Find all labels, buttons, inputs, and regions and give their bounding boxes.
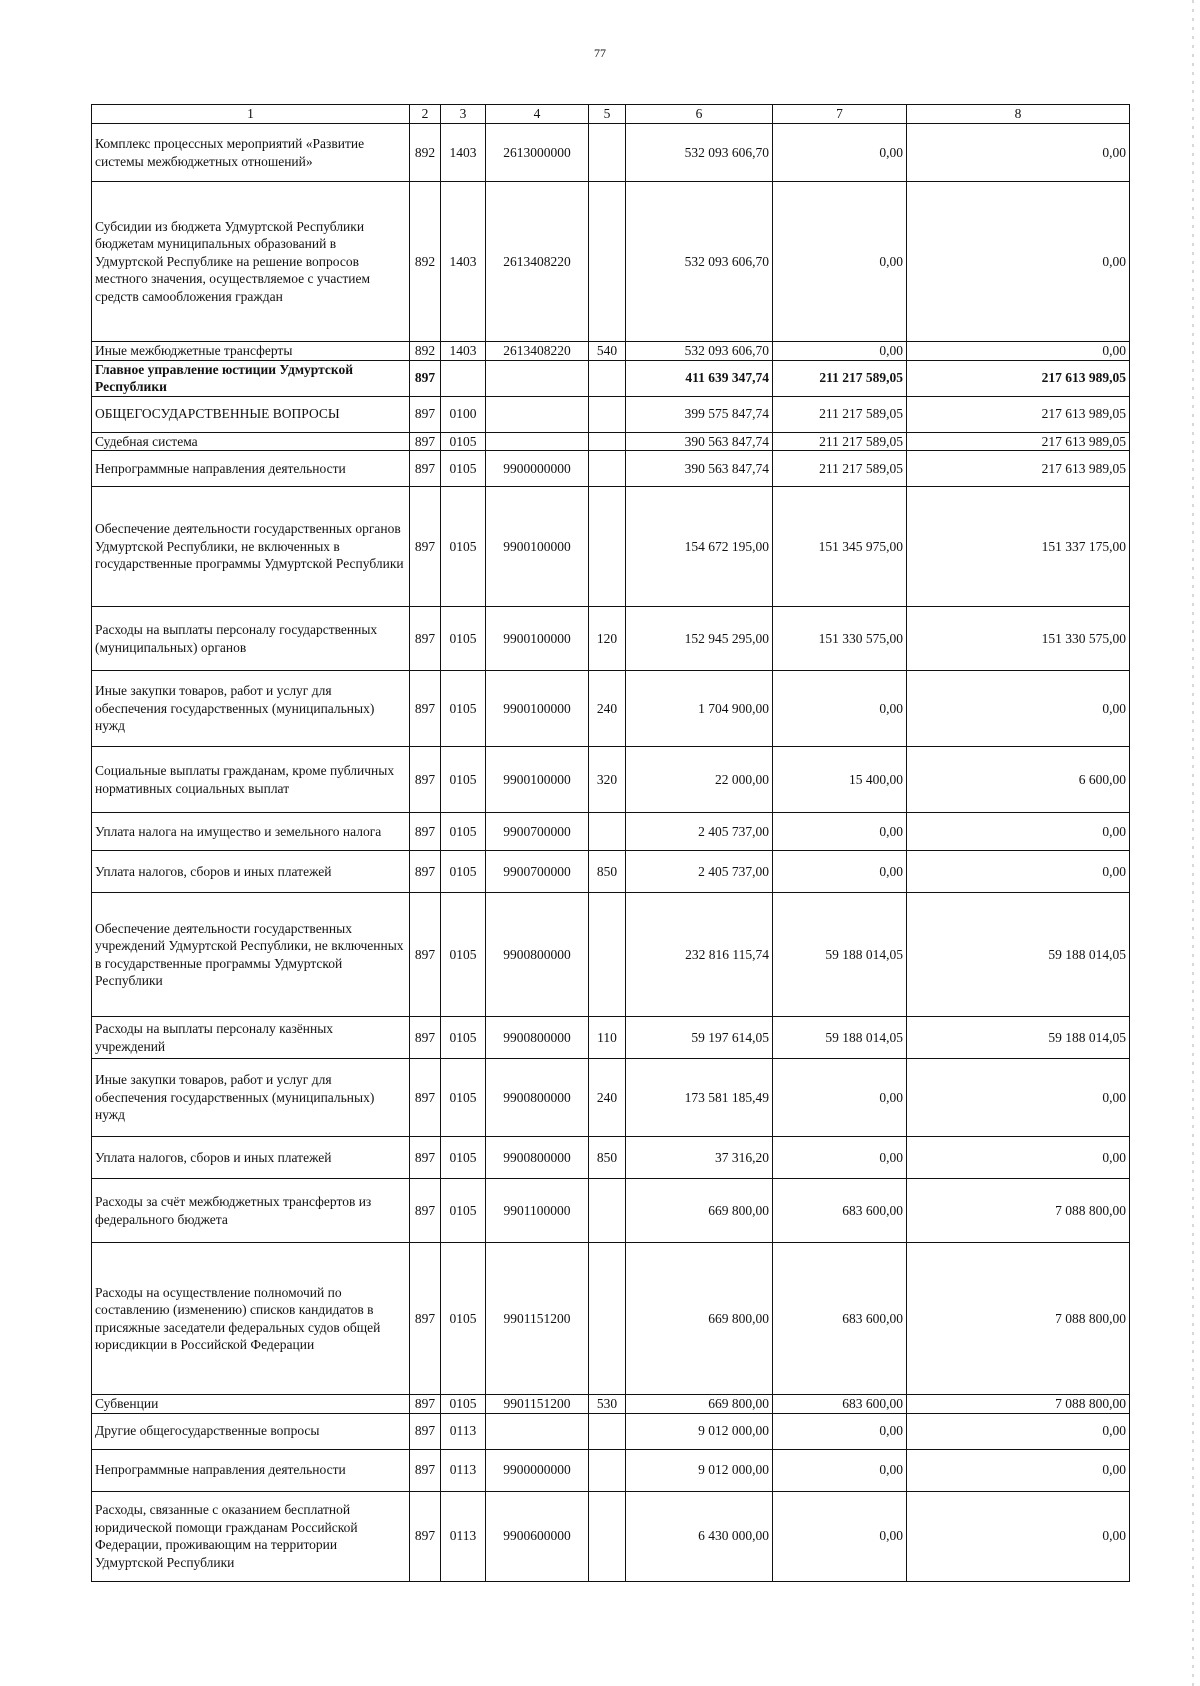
row-amount-1: 669 800,00 (626, 1179, 773, 1243)
row-admin-code: 897 (410, 1449, 441, 1491)
row-expense-type (589, 1413, 626, 1449)
row-amount-2: 0,00 (773, 671, 907, 747)
header-col-3: 3 (441, 105, 486, 124)
row-section-code: 0105 (441, 1179, 486, 1243)
row-section-code: 0105 (441, 1017, 486, 1059)
row-amount-1: 669 800,00 (626, 1395, 773, 1414)
row-amount-2: 0,00 (773, 1137, 907, 1179)
row-amount-1: 2 405 737,00 (626, 851, 773, 893)
row-amount-1: 59 197 614,05 (626, 1017, 773, 1059)
row-amount-1: 6 430 000,00 (626, 1491, 773, 1581)
row-name: Расходы, связанные с оказанием бесплатной юридической помощи гражданам Российской Федерации, проживающим на территории Удмуртской Республики (92, 1491, 410, 1581)
row-admin-code: 897 (410, 1059, 441, 1137)
row-target-code: 9900800000 (486, 1059, 589, 1137)
scan-edge-artifact (1192, 0, 1194, 1686)
row-target-code: 9900100000 (486, 607, 589, 671)
row-admin-code: 897 (410, 360, 441, 396)
row-amount-3: 0,00 (907, 342, 1130, 361)
row-name: Расходы за счёт межбюджетных трансфертов из федерального бюджета (92, 1179, 410, 1243)
row-name: Судебная система (92, 432, 410, 451)
table-row (92, 1137, 1130, 1179)
header-col-8: 8 (907, 105, 1130, 124)
row-section-code: 0105 (441, 1395, 486, 1414)
row-section-code: 0105 (441, 1243, 486, 1395)
row-amount-1: 411 639 347,74 (626, 360, 773, 396)
header-col-1: 1 (92, 105, 410, 124)
row-amount-3: 0,00 (907, 671, 1130, 747)
row-amount-2: 151 345 975,00 (773, 487, 907, 607)
row-target-code: 9900100000 (486, 671, 589, 747)
header-col-4: 4 (486, 105, 589, 124)
row-amount-3: 0,00 (907, 1059, 1130, 1137)
row-name: ОБЩЕГОСУДАРСТВЕННЫЕ ВОПРОСЫ (92, 396, 410, 432)
row-amount-1: 532 093 606,70 (626, 124, 773, 182)
row-admin-code: 897 (410, 607, 441, 671)
row-amount-1: 37 316,20 (626, 1137, 773, 1179)
row-target-code: 9900700000 (486, 813, 589, 851)
row-amount-3: 0,00 (907, 1137, 1130, 1179)
row-target-code: 2613000000 (486, 124, 589, 182)
row-section-code: 0105 (441, 747, 486, 813)
row-target-code: 9901151200 (486, 1395, 589, 1414)
row-name: Непрограммные направления деятельности (92, 451, 410, 487)
row-name: Уплата налогов, сборов и иных платежей (92, 851, 410, 893)
row-section-code: 0113 (441, 1491, 486, 1581)
row-amount-3: 151 330 575,00 (907, 607, 1130, 671)
row-amount-1: 1 704 900,00 (626, 671, 773, 747)
row-amount-2: 0,00 (773, 124, 907, 182)
row-section-code: 0105 (441, 451, 486, 487)
row-amount-1: 390 563 847,74 (626, 432, 773, 451)
row-expense-type: 320 (589, 747, 626, 813)
row-amount-1: 154 672 195,00 (626, 487, 773, 607)
row-admin-code: 897 (410, 671, 441, 747)
row-admin-code: 892 (410, 182, 441, 342)
row-target-code: 9901100000 (486, 1179, 589, 1243)
row-section-code: 0105 (441, 851, 486, 893)
row-expense-type: 540 (589, 342, 626, 361)
row-expense-type (589, 124, 626, 182)
row-name: Иные закупки товаров, работ и услуг для обеспечения государственных (муниципальных) нужд (92, 1059, 410, 1137)
row-expense-type (589, 396, 626, 432)
row-expense-type (589, 182, 626, 342)
row-amount-2: 211 217 589,05 (773, 360, 907, 396)
row-expense-type (589, 487, 626, 607)
row-section-code: 0105 (441, 893, 486, 1017)
row-admin-code: 897 (410, 893, 441, 1017)
row-section-code: 0100 (441, 396, 486, 432)
table-row (92, 451, 1130, 487)
row-admin-code: 897 (410, 1395, 441, 1414)
row-name: Непрограммные направления деятельности (92, 1449, 410, 1491)
row-amount-3: 59 188 014,05 (907, 893, 1130, 1017)
row-amount-2: 683 600,00 (773, 1179, 907, 1243)
row-target-code: 9900000000 (486, 451, 589, 487)
row-amount-2: 151 330 575,00 (773, 607, 907, 671)
row-amount-3: 217 613 989,05 (907, 360, 1130, 396)
row-name: Иные закупки товаров, работ и услуг для обеспечения государственных (муниципальных) нужд (92, 671, 410, 747)
row-expense-type (589, 1491, 626, 1581)
row-expense-type (589, 360, 626, 396)
row-amount-2: 0,00 (773, 1449, 907, 1491)
row-expense-type: 530 (589, 1395, 626, 1414)
row-name: Другие общегосударственные вопросы (92, 1413, 410, 1449)
row-amount-2: 211 217 589,05 (773, 451, 907, 487)
table-row (92, 1491, 1130, 1581)
header-col-2: 2 (410, 105, 441, 124)
row-amount-3: 7 088 800,00 (907, 1243, 1130, 1395)
row-amount-1: 399 575 847,74 (626, 396, 773, 432)
row-name: Расходы на осуществление полномочий по составлению (изменению) списков кандидатов в присяжные заседатели федеральных судов общей юрисдикции в Российской Федерации (92, 1243, 410, 1395)
row-section-code: 0113 (441, 1449, 486, 1491)
row-name: Расходы на выплаты персоналу казённых учреждений (92, 1017, 410, 1059)
row-amount-1: 22 000,00 (626, 747, 773, 813)
row-target-code: 9900600000 (486, 1491, 589, 1581)
page-number: 77 (594, 46, 606, 60)
row-target-code: 2613408220 (486, 182, 589, 342)
row-amount-3: 0,00 (907, 851, 1130, 893)
table-row (92, 182, 1130, 342)
row-amount-2: 683 600,00 (773, 1395, 907, 1414)
row-amount-3: 7 088 800,00 (907, 1179, 1130, 1243)
header-col-5: 5 (589, 105, 626, 124)
row-name: Субвенции (92, 1395, 410, 1414)
row-section-code: 1403 (441, 124, 486, 182)
row-admin-code: 892 (410, 124, 441, 182)
header-col-7: 7 (773, 105, 907, 124)
row-admin-code: 897 (410, 1179, 441, 1243)
row-name: Уплата налога на имущество и земельного налога (92, 813, 410, 851)
row-amount-1: 9 012 000,00 (626, 1449, 773, 1491)
row-amount-1: 9 012 000,00 (626, 1413, 773, 1449)
row-section-code (441, 360, 486, 396)
row-amount-1: 232 816 115,74 (626, 893, 773, 1017)
row-section-code: 0105 (441, 671, 486, 747)
row-target-code: 9900700000 (486, 851, 589, 893)
table-row (92, 487, 1130, 607)
row-target-code: 2613408220 (486, 342, 589, 361)
row-admin-code: 897 (410, 432, 441, 451)
row-admin-code: 897 (410, 1137, 441, 1179)
row-name: Субсидии из бюджета Удмуртской Республики бюджетам муниципальных образований в Удмуртской Республике на решение вопросов местного значения, осуществляемое с участием средств самообложения граждан (92, 182, 410, 342)
row-amount-2: 59 188 014,05 (773, 1017, 907, 1059)
row-name: Расходы на выплаты персоналу государственных (муниципальных) органов (92, 607, 410, 671)
row-target-code (486, 1413, 589, 1449)
row-name: Обеспечение деятельности государственных органов Удмуртской Республики, не включенных в государственные программы Удмуртской Республики (92, 487, 410, 607)
row-section-code: 1403 (441, 182, 486, 342)
row-expense-type: 240 (589, 671, 626, 747)
row-target-code: 9901151200 (486, 1243, 589, 1395)
row-name: Комплекс процессных мероприятий «Развитие системы межбюджетных отношений» (92, 124, 410, 182)
table-row (92, 893, 1130, 1017)
row-expense-type (589, 1243, 626, 1395)
row-expense-type (589, 1449, 626, 1491)
row-name: Обеспечение деятельности государственных учреждений Удмуртской Республики, не включенных в государственные программы Удмуртской Республики (92, 893, 410, 1017)
row-admin-code: 897 (410, 1017, 441, 1059)
row-amount-2: 683 600,00 (773, 1243, 907, 1395)
row-section-code: 0113 (441, 1413, 486, 1449)
row-amount-3: 0,00 (907, 124, 1130, 182)
row-amount-3: 6 600,00 (907, 747, 1130, 813)
table-row (92, 851, 1130, 893)
row-name: Главное управление юстиции Удмуртской Республики (92, 360, 410, 396)
row-admin-code: 897 (410, 1491, 441, 1581)
row-amount-2: 0,00 (773, 851, 907, 893)
row-expense-type: 240 (589, 1059, 626, 1137)
table-row (92, 124, 1130, 182)
table-row (92, 1413, 1130, 1449)
row-expense-type: 110 (589, 1017, 626, 1059)
row-admin-code: 892 (410, 342, 441, 361)
row-admin-code: 897 (410, 487, 441, 607)
table-row (92, 671, 1130, 747)
row-admin-code: 897 (410, 396, 441, 432)
table-row (92, 747, 1130, 813)
row-name: Уплата налогов, сборов и иных платежей (92, 1137, 410, 1179)
row-target-code: 9900100000 (486, 487, 589, 607)
table-row (92, 1017, 1130, 1059)
row-target-code: 9900800000 (486, 1017, 589, 1059)
row-section-code: 0105 (441, 813, 486, 851)
row-target-code: 9900800000 (486, 893, 589, 1017)
row-amount-3: 7 088 800,00 (907, 1395, 1130, 1414)
row-amount-3: 0,00 (907, 1449, 1130, 1491)
row-amount-2: 0,00 (773, 813, 907, 851)
row-amount-3: 0,00 (907, 1413, 1130, 1449)
row-target-code (486, 396, 589, 432)
row-admin-code: 897 (410, 747, 441, 813)
table-row (92, 813, 1130, 851)
row-expense-type (589, 1179, 626, 1243)
row-name: Иные межбюджетные трансферты (92, 342, 410, 361)
row-target-code: 9900000000 (486, 1449, 589, 1491)
row-amount-2: 0,00 (773, 1059, 907, 1137)
row-amount-3: 59 188 014,05 (907, 1017, 1130, 1059)
row-amount-1: 532 093 606,70 (626, 342, 773, 361)
row-amount-2: 59 188 014,05 (773, 893, 907, 1017)
row-expense-type (589, 432, 626, 451)
row-section-code: 0105 (441, 607, 486, 671)
budget-table (91, 104, 1130, 1582)
table-row (92, 1449, 1130, 1491)
row-target-code: 9900100000 (486, 747, 589, 813)
row-amount-1: 669 800,00 (626, 1243, 773, 1395)
row-amount-1: 390 563 847,74 (626, 451, 773, 487)
row-expense-type (589, 813, 626, 851)
table-row (92, 342, 1130, 361)
row-admin-code: 897 (410, 451, 441, 487)
row-admin-code: 897 (410, 851, 441, 893)
header-col-6: 6 (626, 105, 773, 124)
row-amount-2: 0,00 (773, 182, 907, 342)
table-row (92, 360, 1130, 396)
row-target-code: 9900800000 (486, 1137, 589, 1179)
row-admin-code: 897 (410, 1413, 441, 1449)
row-amount-3: 0,00 (907, 813, 1130, 851)
row-amount-2: 211 217 589,05 (773, 396, 907, 432)
row-amount-3: 217 613 989,05 (907, 396, 1130, 432)
row-expense-type (589, 451, 626, 487)
table-row (92, 432, 1130, 451)
row-amount-1: 152 945 295,00 (626, 607, 773, 671)
table-row (92, 1179, 1130, 1243)
row-amount-2: 15 400,00 (773, 747, 907, 813)
table-row (92, 1395, 1130, 1414)
row-amount-3: 217 613 989,05 (907, 451, 1130, 487)
row-amount-1: 2 405 737,00 (626, 813, 773, 851)
row-amount-3: 217 613 989,05 (907, 432, 1130, 451)
row-amount-2: 0,00 (773, 1413, 907, 1449)
table-row (92, 607, 1130, 671)
row-target-code (486, 360, 589, 396)
table-row (92, 1059, 1130, 1137)
table-row (92, 1243, 1130, 1395)
row-admin-code: 897 (410, 1243, 441, 1395)
row-expense-type: 850 (589, 851, 626, 893)
row-section-code: 0105 (441, 1059, 486, 1137)
row-expense-type (589, 893, 626, 1017)
row-amount-3: 0,00 (907, 182, 1130, 342)
row-name: Социальные выплаты гражданам, кроме публичных нормативных социальных выплат (92, 747, 410, 813)
table-row (92, 396, 1130, 432)
row-expense-type: 850 (589, 1137, 626, 1179)
row-amount-3: 0,00 (907, 1491, 1130, 1581)
row-section-code: 0105 (441, 432, 486, 451)
row-expense-type: 120 (589, 607, 626, 671)
row-amount-1: 173 581 185,49 (626, 1059, 773, 1137)
row-amount-2: 211 217 589,05 (773, 432, 907, 451)
row-section-code: 0105 (441, 1137, 486, 1179)
row-section-code: 1403 (441, 342, 486, 361)
row-amount-2: 0,00 (773, 342, 907, 361)
table-header-row (92, 105, 1130, 124)
row-amount-2: 0,00 (773, 1491, 907, 1581)
row-admin-code: 897 (410, 813, 441, 851)
row-section-code: 0105 (441, 487, 486, 607)
row-amount-3: 151 337 175,00 (907, 487, 1130, 607)
row-amount-1: 532 093 606,70 (626, 182, 773, 342)
row-target-code (486, 432, 589, 451)
